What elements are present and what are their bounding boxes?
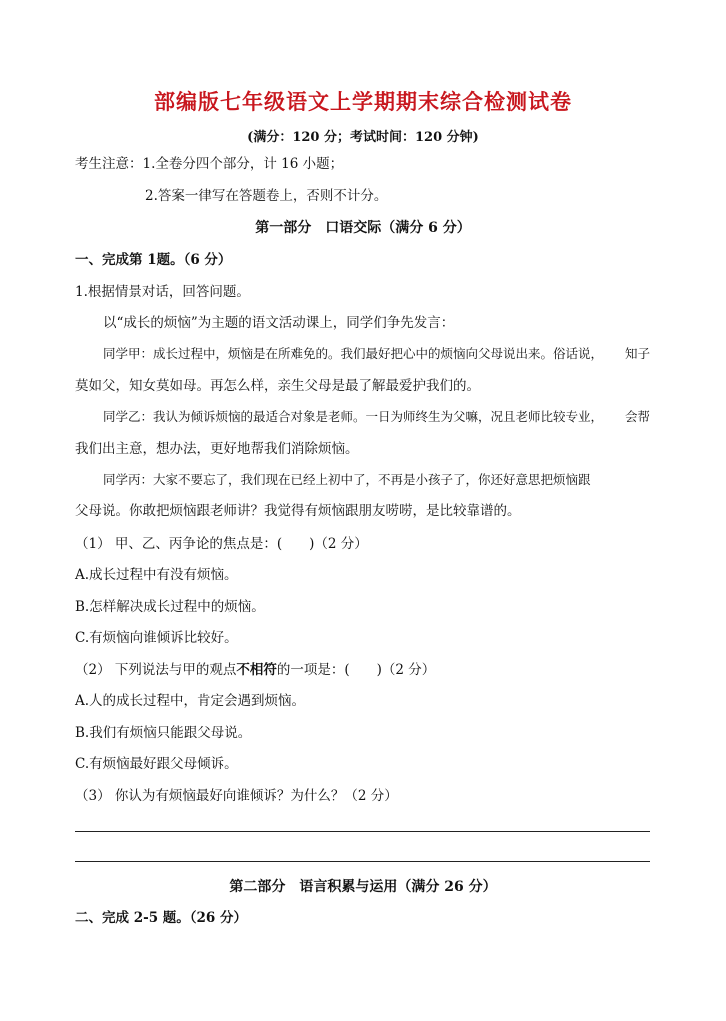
part2-heading: 第二部分 语言积累与运用（满分 26 分）: [229, 879, 497, 895]
part1-heading: 第一部分 口语交际（满分 6 分）: [255, 220, 471, 236]
sub-question-1-option-b: B.怎样解决成长过程中的烦恼。: [75, 599, 265, 615]
sub-question-2: [75, 660, 650, 680]
notice-item-2: 2.答案一律写在答题卷上，否则不计分。: [145, 188, 388, 204]
sub-question-2-suffix: 的一项是：( )（2 分）: [276, 662, 436, 678]
student-jia-text: 同学甲：成长过程中，烦恼是在所难免的。我们最好把心中的烦恼向父母说出来。俗话说，: [103, 346, 604, 361]
student-yi-text-end: 会帮: [624, 409, 650, 424]
sub-question-1-option-c: C.有烦恼向谁倾诉比较好。: [75, 630, 238, 646]
sub-question-2-emphasis: 不相符: [236, 662, 277, 678]
exam-subtitle: (满分：120 分；考试时间：120 分钟): [247, 130, 479, 145]
sub-question-1-option-a: A.成长过程中有没有烦恼。: [75, 567, 238, 583]
answer-line-2: [75, 861, 650, 862]
student-yi-line-1: [103, 407, 650, 427]
student-bing-line-2: 父母说。你敢把烦恼跟老师讲？我觉得有烦恼跟朋友唠唠，是比较靠谱的。: [75, 503, 521, 519]
part2-task: 二、完成 2-5 题。（26 分）: [75, 910, 248, 926]
exam-title: 部编版七年级语文上学期期末综合检测试卷: [154, 90, 572, 114]
student-jia-line-1: [103, 344, 650, 364]
sub-question-2-option-c: C.有烦恼最好跟父母倾诉。: [75, 756, 238, 772]
student-yi-line-2: 我们出主意，想办法，更好地帮我们消除烦恼。: [75, 441, 359, 457]
question-1-intro: 以“成长的烦恼”为主题的语文活动课上，同学们争先发言：: [103, 315, 455, 331]
sub-question-2-prefix: （2） 下列说法与甲的观点: [75, 662, 237, 678]
student-jia-line-2: 莫如父，知女莫如母。再怎么样，亲生父母是最了解最爱护我们的。: [75, 378, 480, 394]
question-1: 1.根据情景对话，回答问题。: [75, 284, 250, 300]
part1-task: 一、完成第 1题。（6 分）: [75, 252, 232, 268]
notice-line-1: [75, 154, 650, 174]
answer-line-1: [75, 831, 650, 832]
sub-question-2-option-a: A.人的成长过程中，肯定会遇到烦恼。: [75, 693, 306, 709]
student-bing-line-1: 同学丙：大家不要忘了，我们现在已经上初中了，不再是小孩子了，你还好意思把烦恼跟: [103, 472, 591, 487]
sub-question-1: （1） 甲、乙、丙争论的焦点是：( )（2 分）: [75, 536, 368, 552]
sub-question-2-option-b: B.我们有烦恼只能跟父母说。: [75, 725, 252, 741]
student-jia-text-end: 知子: [624, 346, 650, 361]
sub-question-3: （3） 你认为有烦恼最好向谁倾诉？为什么？（2 分）: [75, 788, 398, 804]
notice-label: 考生注意：: [75, 156, 143, 172]
notice-item-1: 1.全卷分四个部分，计 16 小题；: [142, 156, 344, 172]
student-yi-text: 同学乙：我认为倾诉烦恼的最适合对象是老师。一日为师终生为父嘛，况且老师比较专业，: [103, 409, 604, 424]
